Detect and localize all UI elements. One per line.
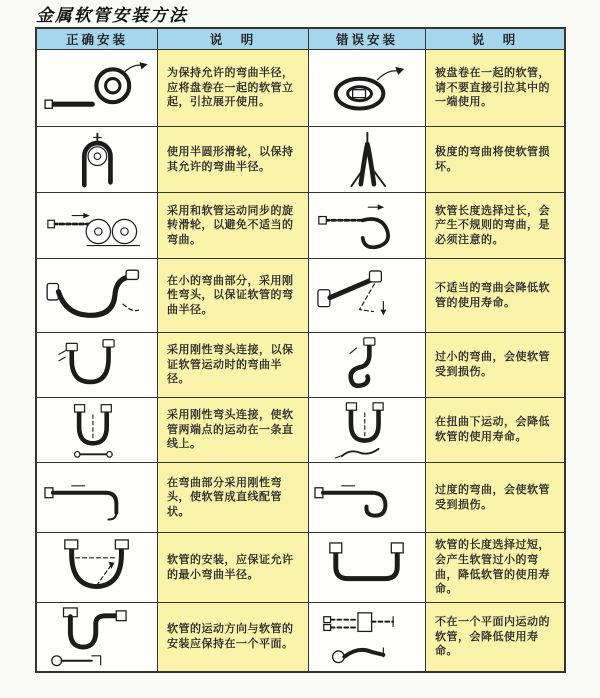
rigid-elbow-connection-u-loop-icon	[46, 336, 147, 395]
over-bent-corner-icon	[312, 466, 421, 529]
too-short-hose-flat-u-icon	[312, 536, 421, 599]
wrong-description: 在扭曲下运动，会降低软管的使用寿命。	[426, 398, 564, 462]
wrong-description: 不在一个平面内运动的软管，会降低使用寿命。	[426, 603, 564, 671]
correct-description: 采用和软管运动同步的旋转滑轮，以避免不适当的弯曲。	[158, 193, 308, 258]
wrong-image-cell	[309, 127, 425, 192]
correct-description: 在小的弯曲部分，采用刚性弯头，以保证软管的弯曲半径。	[158, 259, 308, 332]
correct-description: 使用半圆形滑轮，以保持其允许的弯曲半径。	[158, 127, 308, 192]
wrong-description: 不适当的弯曲会降低软管的使用寿命。	[426, 259, 564, 332]
correct-image-cell	[37, 463, 157, 532]
correct-image-cell	[37, 533, 157, 602]
wrong-image-cell	[309, 50, 425, 126]
correct-description: 采用刚性弯头连接，使软管两端点的运动在一条直线上。	[158, 398, 308, 462]
over-long-hose-irregular-bend-icon	[316, 196, 419, 256]
correct-image-cell	[37, 398, 157, 462]
hose-bent-sharply-icon	[316, 130, 419, 190]
correct-description: 在弯曲部分采用刚性弯头，使软管成直线配管状。	[158, 463, 308, 532]
page-title: 金属软管安装方法	[36, 6, 188, 26]
wrong-image-cell	[309, 533, 425, 602]
u-loop-ends-moving-in-line-icon	[46, 401, 147, 460]
wrong-description: 过度的弯曲，会使软管受到损伤。	[426, 463, 564, 532]
header-correct-install: 正确安装	[37, 29, 157, 49]
u-bend-with-minimum-radius-icon	[42, 536, 151, 599]
header-wrong-install: 错误安装	[309, 29, 425, 49]
u-loop-moving-with-twist-icon	[316, 401, 417, 460]
correct-image-cell	[37, 259, 157, 332]
wrong-description: 软管长度选择过长，会产生不规则的弯曲，是必须注意的。	[426, 193, 564, 258]
correct-image-cell	[37, 193, 157, 258]
too-small-bend-hook-icon	[316, 336, 417, 395]
correct-description: 采用刚性弯头连接，以保证软管运动时的弯曲半径。	[158, 333, 308, 397]
correct-description: 软管的运动方向与软管的安装应保持在一个平面。	[158, 603, 308, 671]
wrong-image-cell	[309, 463, 425, 532]
correct-image-cell	[37, 127, 157, 192]
wrong-description: 过小的弯曲，会使软管受到损伤。	[426, 333, 564, 397]
wrong-image-cell	[309, 333, 425, 397]
header-description-2: 说 明	[426, 29, 564, 49]
movement-in-different-planes-icon	[313, 606, 421, 669]
wrong-image-cell	[309, 603, 425, 671]
wrong-description: 软管的长度选择过短，会产生软管过小的弯曲，降低软管的使用寿命。	[426, 533, 564, 602]
rigid-elbow-at-small-bend-icon	[41, 263, 154, 329]
correct-image-cell	[37, 50, 157, 126]
wrong-image-cell	[309, 259, 425, 332]
installation-table	[35, 27, 566, 673]
correct-image-cell	[37, 603, 157, 671]
header-description-1: 说 明	[158, 29, 308, 49]
movement-in-same-plane-trap-icon	[43, 606, 151, 669]
correct-description: 为保持允许的弯曲半径，应将盘卷在一起的软管立起，引拉展开使用。	[158, 50, 308, 126]
coiled-hose-stood-up-and-unrolled-icon	[41, 55, 154, 121]
wrong-image-cell	[309, 193, 425, 258]
correct-image-cell	[37, 333, 157, 397]
wrong-description: 极度的弯曲将使软管损坏。	[426, 127, 564, 192]
wrong-description: 被盘卷在一起的软管，请不要直接引拉其中的一端使用。	[426, 50, 564, 126]
straight-run-with-rigid-elbow-icon	[42, 466, 151, 529]
hose-over-semicircular-pulley-icon	[46, 130, 149, 190]
wrong-image-cell	[309, 398, 425, 462]
correct-description: 软管的安装，应保证允许的最小弯曲半径。	[158, 533, 308, 602]
improper-sharp-bend-icon	[312, 264, 421, 327]
hose-on-synchronized-rotating-pulleys-icon	[46, 196, 149, 256]
coiled-hose-pulled-from-one-end-icon	[312, 56, 421, 119]
